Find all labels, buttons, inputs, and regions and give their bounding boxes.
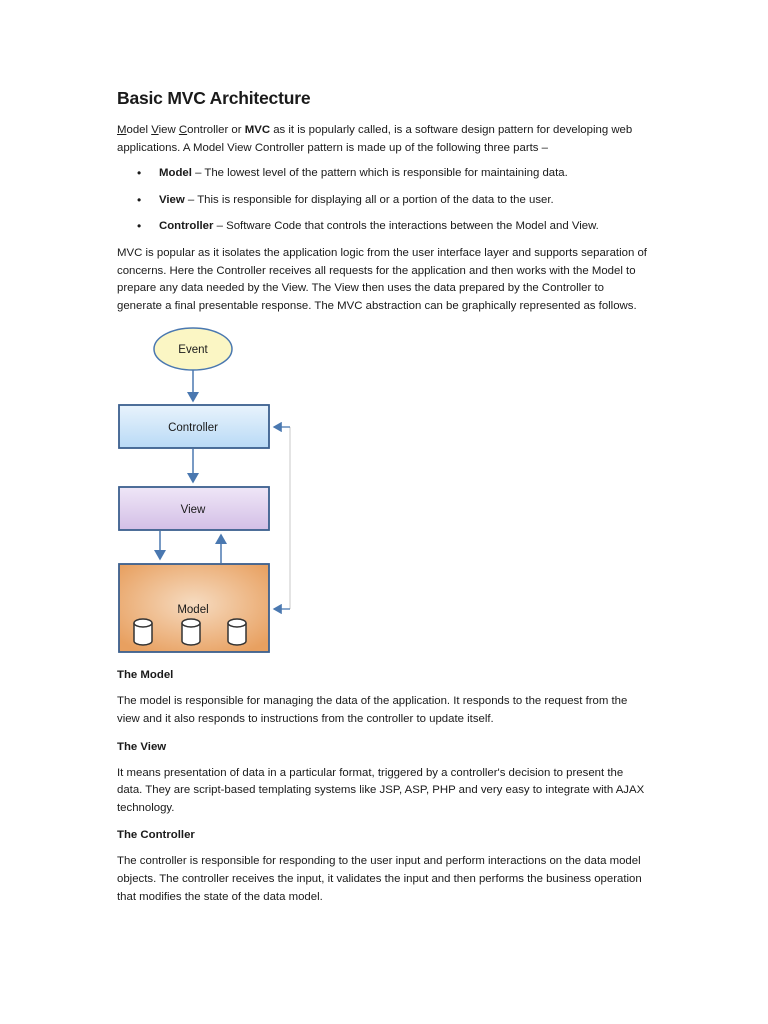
part-term: Model <box>159 167 192 180</box>
page-title: Basic MVC Architecture <box>117 88 311 108</box>
database-icon <box>134 619 152 645</box>
section-heading-view: The View <box>117 740 167 753</box>
model-label: Model <box>177 604 209 617</box>
database-icon <box>228 619 246 645</box>
section-body-model: The model is responsible for managing the data of the application. It responds to the request from the view and it also responds to instructions from the controller to update itself. <box>117 695 628 725</box>
database-icon <box>182 619 200 645</box>
intro-c: C <box>178 124 188 136</box>
mvc-paragraph: MVC is popular as it isolates the application logic from the user interface layer and supports separation of concerns. Here the Controller receives all requests for the application and then works with the Model to prepare any data needed by the View. The View then uses the data prepared by the Controller to generate a final presentable response. The MVC abstraction can be graphically represented as follows. <box>117 246 647 312</box>
mvc-diagram <box>117 327 307 657</box>
section-heading-controller: The Controller <box>117 829 195 842</box>
intro-ontroller: ontroller or <box>187 124 245 136</box>
part-term: View <box>159 193 185 206</box>
intro-paragraph <box>117 122 647 157</box>
intro-v: V <box>151 124 159 136</box>
section-body-view: It means presentation of data in a particular format, triggered by a controller's decision to present the data. They are script-based templating systems like JSP, ASP, PHP and very easy to integrate with AJAX technology. <box>117 766 645 814</box>
part-desc: – Software Code that controls the interactions between the Model and View. <box>213 220 599 233</box>
controller-label: Controller <box>168 422 218 435</box>
list-item <box>117 218 647 236</box>
parts-list <box>117 165 647 236</box>
part-term: Controller <box>159 220 214 233</box>
intro-mvc: MVC <box>244 124 271 136</box>
list-item <box>117 192 647 210</box>
part-desc: – The lowest level of the pattern which is responsible for maintaining data. <box>191 167 568 180</box>
intro-odel: odel <box>126 124 152 136</box>
part-desc: – This is responsible for displaying all or a portion of the data to the user. <box>184 193 554 206</box>
view-label: View <box>180 504 206 517</box>
section-body-controller: The controller is responsible for responding to the user input and perform interactions on the data model objects. The controller receives the input, it validates the input and then performs the business operation that modifies the state of the data model. <box>117 855 642 903</box>
intro-rest: as it is popularly called, is a software design pattern for developing web applications. A Model View Controller pattern is made up of the following three parts – <box>117 124 633 154</box>
list-item <box>117 165 647 183</box>
document-page <box>117 88 647 914</box>
event-label: Event <box>178 344 208 357</box>
intro-iew: iew <box>158 124 179 136</box>
intro-m: M <box>117 124 127 136</box>
section-heading-model: The Model <box>117 669 174 682</box>
mvc-diagram-svg <box>117 327 307 657</box>
